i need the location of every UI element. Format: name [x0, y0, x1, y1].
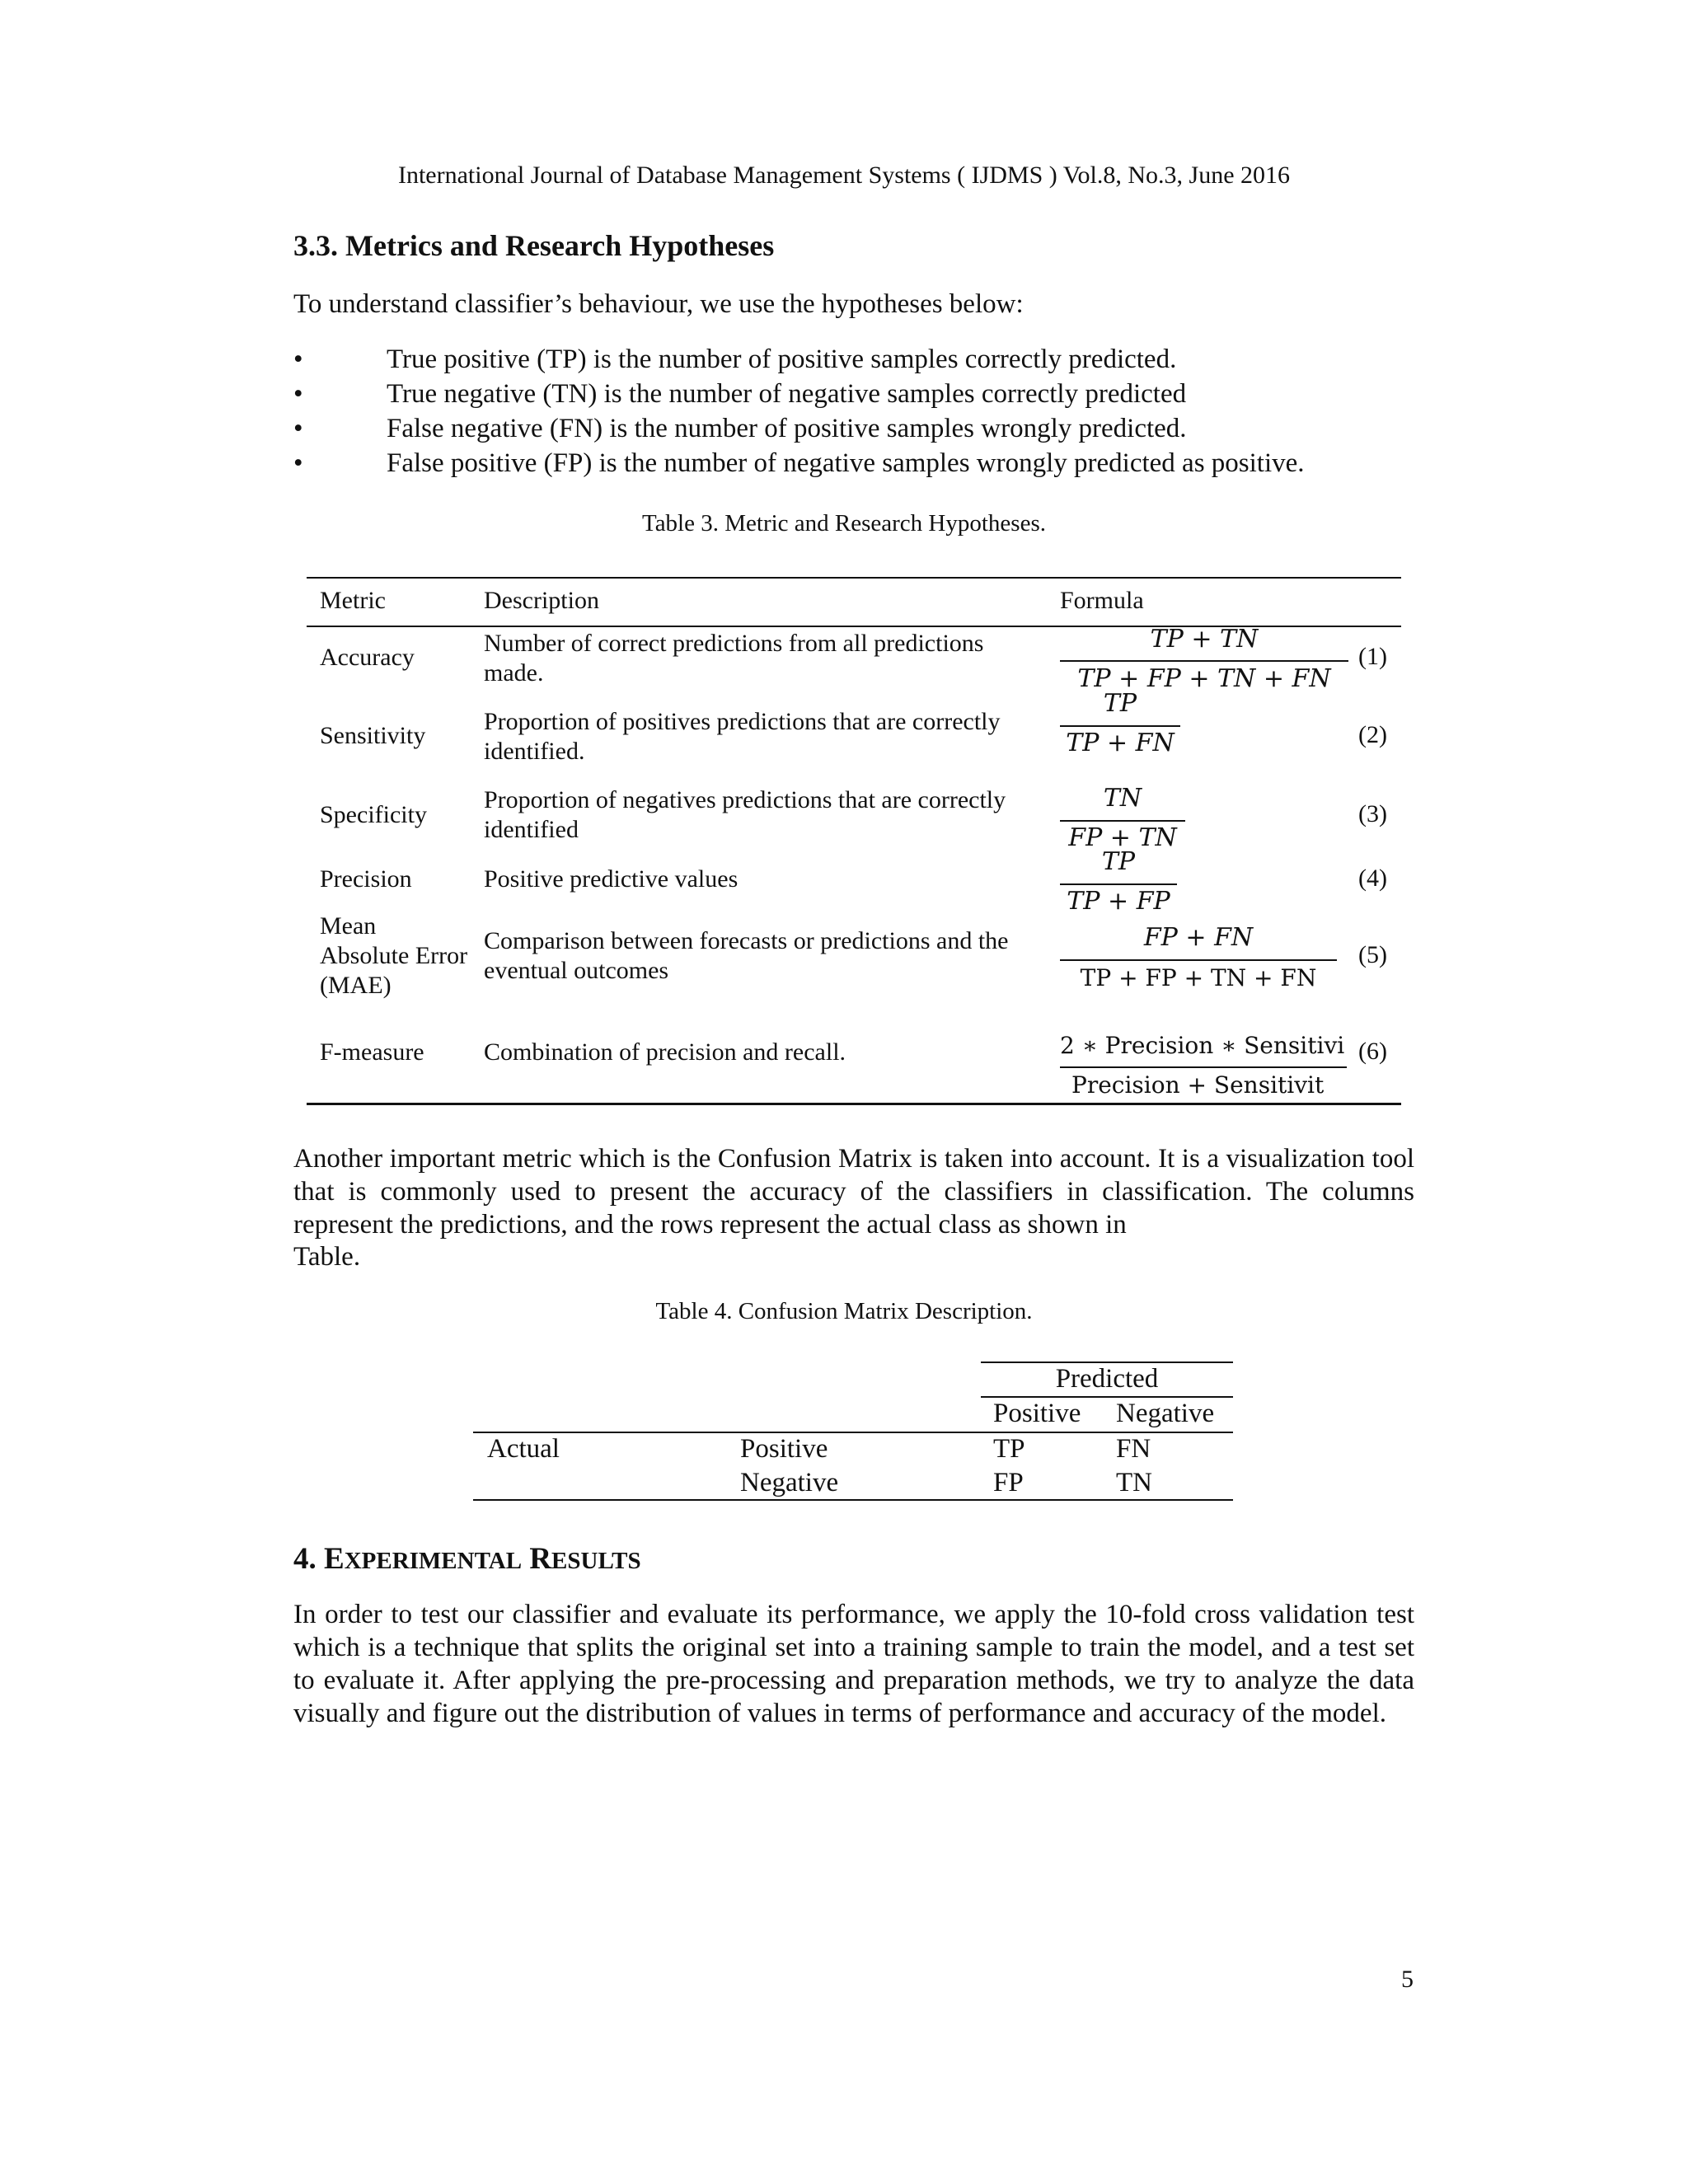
title-initial: R — [529, 1542, 552, 1576]
results-paragraph: In order to test our classifier and evaluate its performance, we apply the 10-fold cross validation test which is a technique that splits the original set into a training sample to train the model, and a test set to evaluate it. After applying the pre-processing and preparation methods, we try to analyze the data visually and figure out the distribution of values in terms of performance and accuracy of the model. — [293, 1600, 1414, 1728]
metric-name: Sensitivity — [320, 722, 426, 749]
bullet-item — [293, 448, 1447, 483]
fraction-bar — [1060, 883, 1177, 885]
equation-number: (5) — [1358, 941, 1387, 968]
section-4-title — [293, 1541, 641, 1577]
running-header: International Journal of Database Management Systems ( IJDMS ) Vol.8, No.3, June 2016 — [397, 162, 1291, 189]
predicted-header: Predicted — [1055, 1364, 1159, 1394]
formula-denominator: TP + FN — [1066, 729, 1175, 757]
table-header-formula: Formula — [1060, 587, 1144, 614]
fraction-bar — [1060, 725, 1180, 727]
cell-tp: TP — [993, 1434, 1025, 1464]
bullet-icon: • — [293, 344, 303, 374]
metric-name: Precision — [320, 865, 412, 893]
metric-description: Comparison between forecasts or predictions and the eventual outcomes — [484, 927, 1009, 984]
formula-numerator: TP — [1103, 689, 1137, 718]
table-rule — [981, 1396, 1233, 1398]
metric-description: Proportion of negatives predictions that are correctly identified — [484, 786, 1006, 843]
title-smallcaps: XPERIMENTAL — [344, 1548, 523, 1574]
metric-name: Mean Absolute Error (MAE) — [320, 912, 468, 999]
section-title: 3.3. Metrics and Research Hypotheses — [293, 229, 775, 262]
table-rule — [307, 1103, 1401, 1105]
row-label-positive: Positive — [740, 1434, 828, 1464]
table-header-description: Description — [484, 587, 599, 614]
equation-number: (1) — [1358, 643, 1387, 670]
fraction-bar — [1060, 660, 1348, 662]
bullet-text: False negative (FN) is the number of positive samples wrongly predicted. — [387, 414, 1187, 443]
cell-fp: FP — [993, 1468, 1024, 1497]
table-rule — [473, 1432, 1233, 1433]
section-number: 4. — [293, 1542, 324, 1576]
bullet-icon: • — [293, 448, 303, 478]
metric-description: Number of correct predictions from all predictions made. — [484, 630, 984, 687]
bullet-text: False positive (FP) is the number of negative samples wrongly predicted as positive. — [387, 448, 1305, 478]
metric-description: Proportion of positives predictions that are correctly identified. — [484, 708, 1001, 765]
metric-name: F-measure — [320, 1038, 424, 1066]
bullet-item — [293, 344, 1447, 379]
metric-description: Positive predictive values — [484, 865, 738, 893]
cell-fn: FN — [1116, 1434, 1151, 1464]
col-header-positive: Positive — [993, 1399, 1081, 1428]
equation-number: (2) — [1358, 721, 1387, 748]
row-label-negative: Negative — [740, 1468, 839, 1497]
cell-tn: TN — [1116, 1468, 1152, 1497]
formula-denominator: Precision + Sensitivit — [1071, 1071, 1325, 1099]
title-smallcaps: ESULTS — [551, 1548, 641, 1574]
bullet-text: True negative (TN) is the number of negative samples correctly predicted — [387, 379, 1187, 409]
formula-numerator: FP + FN — [1143, 923, 1254, 952]
formula-numerator: TN — [1103, 784, 1142, 813]
actual-label: Actual — [487, 1434, 560, 1464]
metric-description: Combination of precision and recall. — [484, 1038, 846, 1066]
intro-paragraph: To understand classifier’s behaviour, we use the hypotheses below: — [293, 289, 1024, 319]
fraction-bar — [1060, 820, 1185, 822]
bullet-icon: • — [293, 414, 303, 443]
title-initial: E — [324, 1542, 345, 1576]
formula-numerator: 2 ∗ Precision ∗ Sensitivi — [1060, 1032, 1345, 1059]
bullet-item — [293, 379, 1447, 414]
formula-denominator: TP + FP + TN + FN — [1080, 964, 1317, 991]
table-rule — [981, 1361, 1233, 1363]
confusion-paragraph-end: Table. — [293, 1242, 361, 1272]
formula-denominator: FP + TN — [1068, 823, 1177, 852]
table-header-metric: Metric — [320, 587, 386, 614]
bullet-text: True positive (TP) is the number of positive samples correctly predicted. — [387, 344, 1177, 374]
bullet-icon: • — [293, 379, 303, 409]
table-rule — [307, 577, 1401, 579]
metric-name: Specificity — [320, 801, 427, 828]
page-number: 5 — [1401, 1966, 1414, 1993]
col-header-negative: Negative — [1116, 1399, 1215, 1428]
confusion-paragraph: Another important metric which is the Confusion Matrix is taken into account. It is a visualization tool that is commonly used to present the accuracy of the classifiers in classification. The columns represent the predictions, and the rows represent the actual class as shown in — [293, 1144, 1414, 1240]
table4-caption: Table 4. Confusion Matrix Description. — [655, 1298, 1033, 1324]
metric-name: Accuracy — [320, 644, 415, 671]
equation-number: (4) — [1358, 865, 1387, 892]
fraction-bar — [1060, 1066, 1347, 1068]
table3-caption: Table 3. Metric and Research Hypotheses. — [642, 510, 1046, 537]
formula-numerator: TP — [1101, 847, 1136, 876]
equation-number: (3) — [1358, 800, 1387, 827]
formula-denominator: TP + FP — [1067, 887, 1170, 916]
formula-denominator: TP + FP + TN + FN — [1077, 664, 1331, 693]
bullet-item — [293, 414, 1447, 448]
equation-number: (6) — [1358, 1038, 1387, 1065]
formula-numerator: TP + TN — [1150, 625, 1259, 654]
fraction-bar — [1060, 959, 1337, 961]
table-rule — [473, 1499, 1233, 1501]
